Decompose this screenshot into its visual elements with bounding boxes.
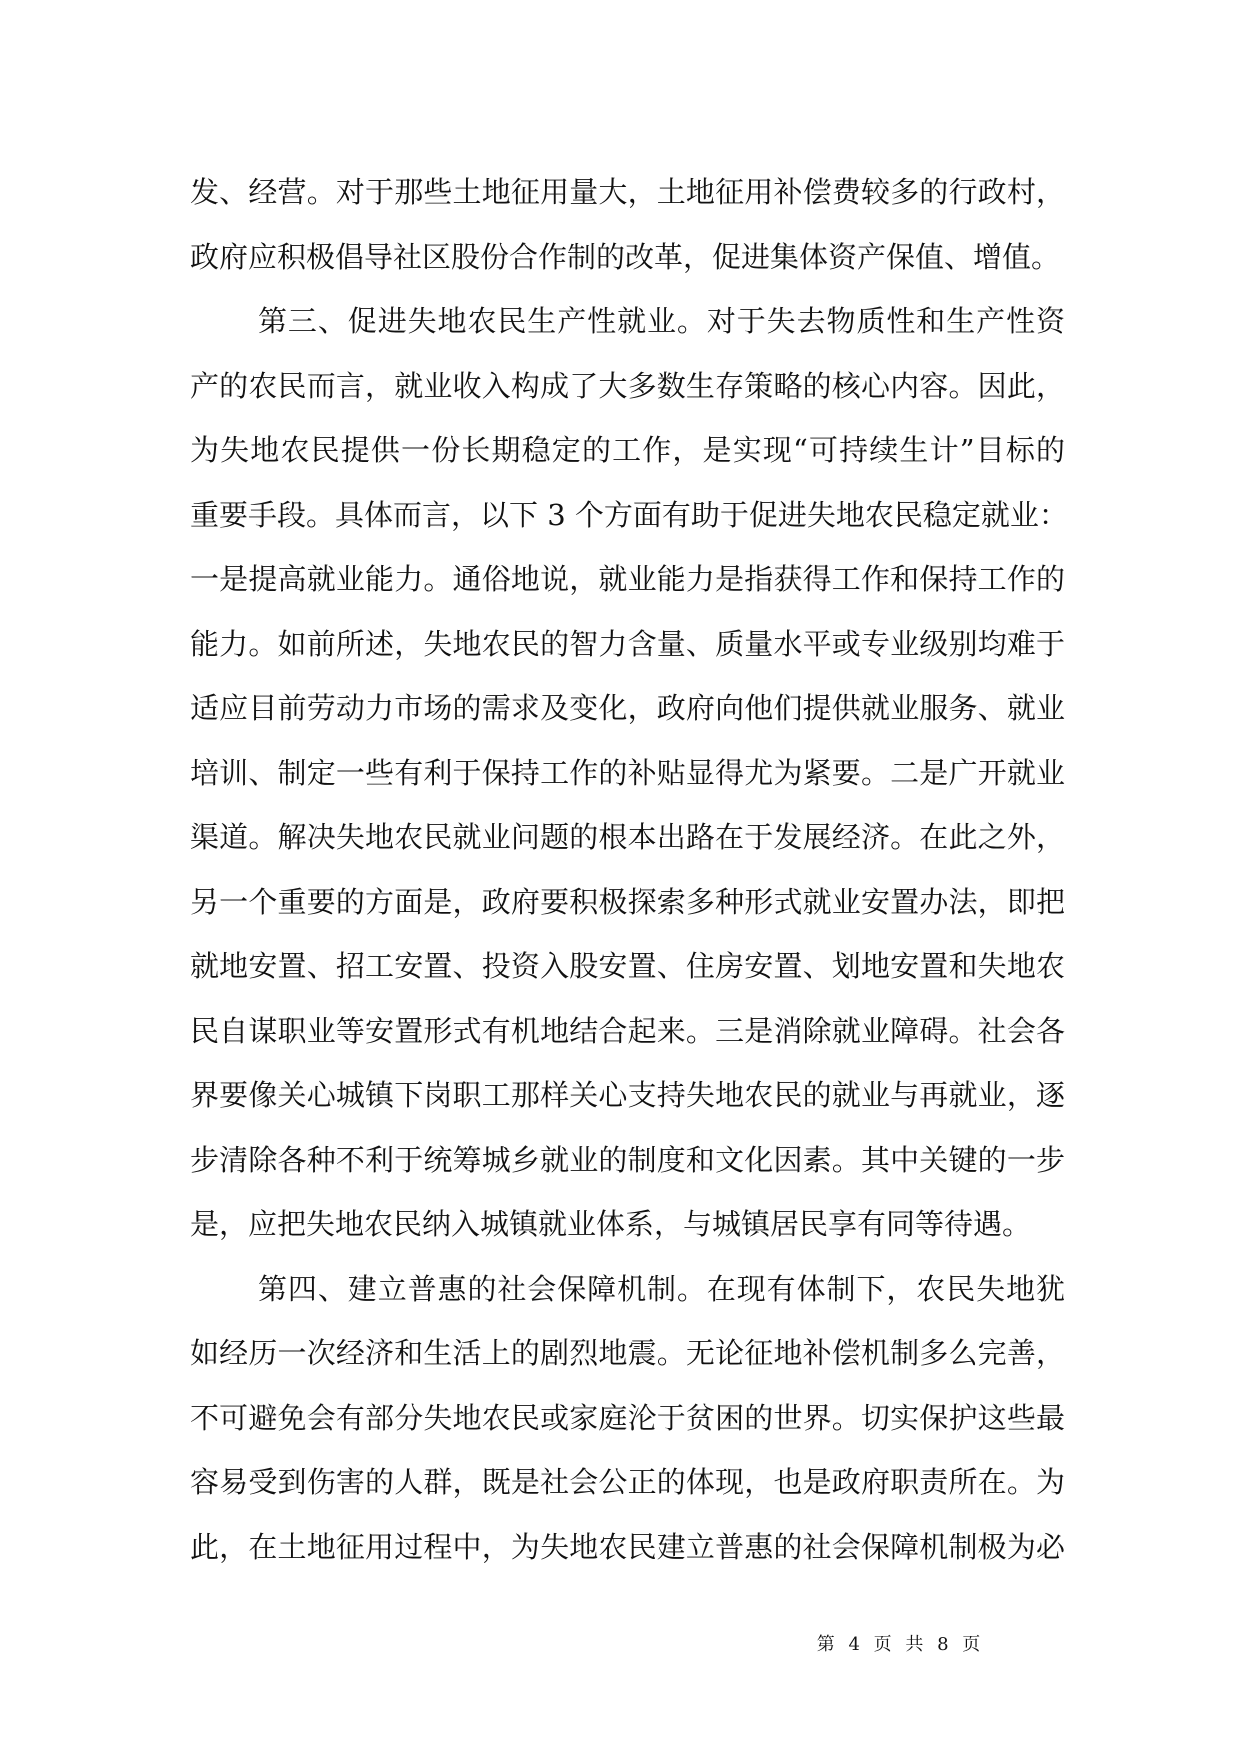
- text-line: 步清除各种不利于统筹城乡就业的制度和文化因素。其中关键的一步: [190, 1142, 1065, 1177]
- text-line: 培训、制定一些有利于保持工作的补贴显得尤为紧要。二是广开就业: [190, 755, 1065, 790]
- text-line: 不可避免会有部分失地农民或家庭沦于贫困的世界。切实保护这些最: [190, 1400, 1065, 1435]
- text-line: 另一个重要的方面是，政府要积极探索多种形式就业安置办法，即把: [190, 884, 1065, 919]
- text-line: 就地安置、招工安置、投资入股安置、住房安置、划地安置和失地农: [190, 949, 1065, 983]
- text-line: 适应目前劳动力市场的需求及变化，政府向他们提供就业服务、就业: [190, 691, 1065, 725]
- text-line: 一是提高就业能力。通俗地说，就业能力是指获得工作和保持工作的: [190, 562, 1065, 596]
- text-line: 是，应把失地农民纳入城镇就业体系，与城镇居民享有同等待遇。: [190, 1207, 1032, 1241]
- text-line: 能力。如前所述，失地农民的智力含量、质量水平或专业级别均难于: [190, 626, 1065, 661]
- text-line: 界要像关心城镇下岗职工那样关心支持失地农民的就业与再就业，逐: [190, 1078, 1065, 1112]
- text-line: 政府应积极倡导社区股份合作制的改革，促进集体资产保值、增值。: [190, 239, 1061, 274]
- text-line: 容易受到伤害的人群，既是社会公正的体现，也是政府职责所在。为: [190, 1465, 1065, 1499]
- text-line: 发、经营。对于那些土地征用量大，土地征用补偿费较多的行政村，: [190, 175, 1065, 209]
- text-line: 第四、建立普惠的社会保障机制。在现有体制下，农民失地犹: [258, 1271, 1065, 1306]
- page-number-label: 第 4 页 共 8 页: [816, 1634, 985, 1655]
- text-line: 如经历一次经济和生活上的剧烈地震。无论征地补偿机制多么完善，: [190, 1336, 1065, 1370]
- text-line: 为失地农民提供一份长期稳定的工作，是实现“可持续生计”目标的: [190, 433, 1065, 467]
- text-line: 第三、促进失地农民生产性就业。对于失去物质性和生产性资: [258, 304, 1065, 338]
- page-footer: [0, 1630, 1241, 1656]
- body-text: [190, 160, 1068, 1579]
- text-line: 产的农民而言，就业收入构成了大多数生存策略的核心内容。因此，: [190, 368, 1065, 403]
- text-line: 民自谋职业等安置形式有机地结合起来。三是消除就业障碍。社会各: [190, 1013, 1065, 1048]
- text-line: 此，在土地征用过程中，为失地农民建立普惠的社会保障机制极为必: [190, 1529, 1065, 1564]
- text-line: 渠道。解决失地农民就业问题的根本出路在于发展经济。在此之外，: [190, 820, 1065, 854]
- text-line: 重要手段。具体而言，以下 3 个方面有助于促进失地农民稳定就业：: [190, 497, 1068, 532]
